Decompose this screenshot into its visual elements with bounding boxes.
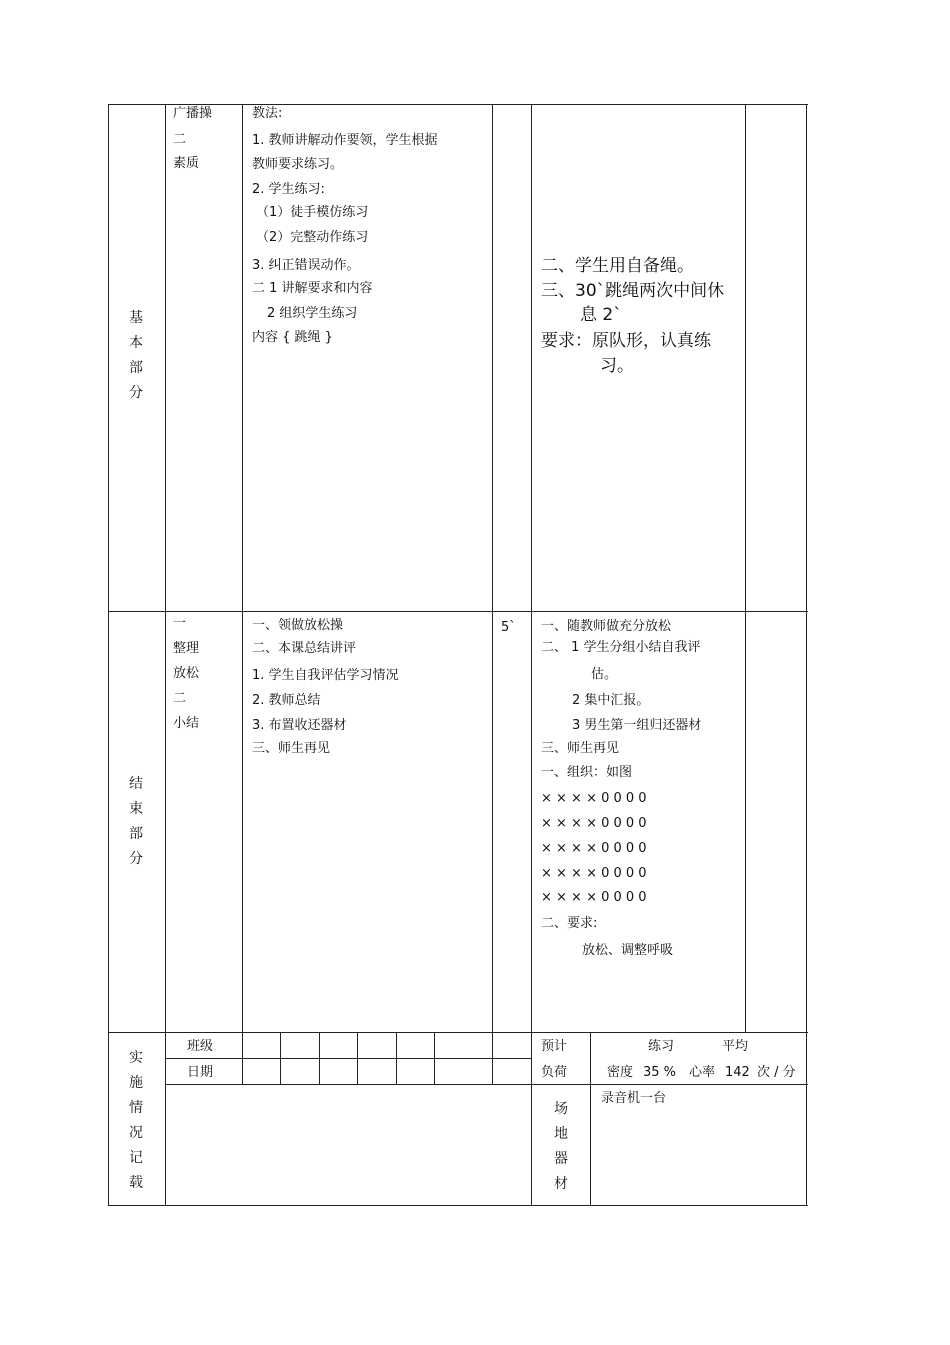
student-line: 2 集中汇报。 [572, 693, 650, 708]
student-line: 二、 1 学生分组小结自我评 [541, 640, 701, 655]
heart-rate-label: 心率 [689, 1065, 716, 1080]
method-line: 内容 { 跳绳 } [252, 330, 333, 345]
method-line: 1. 教师讲解动作要领，学生根据 [252, 133, 438, 148]
content-line: 放松 [173, 666, 200, 681]
formation-row: × × × × 0 0 0 0 [541, 866, 647, 881]
average-label: 平均 [722, 1039, 749, 1054]
equipment-label-char: 场 [554, 1101, 568, 1117]
method-line: 2. 学生练习: [252, 182, 325, 197]
section-label-char: 基 [129, 310, 143, 326]
section-label-record [126, 1046, 146, 1196]
section-label-char: 载 [129, 1175, 143, 1191]
section-label-char: 结 [129, 776, 143, 792]
section-label-char: 实 [129, 1050, 143, 1066]
section-label-char: 分 [129, 851, 143, 867]
content-line: 一 [173, 616, 187, 631]
student-line: 二、学生用自备绳。 [541, 256, 694, 276]
section-label-char: 束 [129, 801, 143, 817]
student-line: 三、师生再见 [541, 741, 620, 756]
student-line: 习。 [600, 356, 634, 376]
equipment-label-char: 材 [554, 1176, 568, 1192]
student-line: 放松、调整呼吸 [582, 943, 674, 958]
load-label: 负荷 [541, 1065, 568, 1080]
method-line: 3. 纠正错误动作。 [252, 258, 360, 273]
content-line: 二 [173, 691, 187, 706]
section-label-char: 部 [129, 360, 143, 376]
equipment-value: 录音机一台 [601, 1091, 667, 1106]
student-line: 一、随教师做充分放松 [541, 619, 672, 634]
student-line: 二、要求: [541, 916, 598, 931]
density-label: 密度 [607, 1065, 634, 1080]
class-label: 班级 [187, 1039, 214, 1054]
method-line: 教师要求练习。 [252, 157, 344, 172]
date-label: 日期 [187, 1065, 214, 1080]
method-line: 三、师生再见 [252, 741, 331, 756]
formation-row: × × × × 0 0 0 0 [541, 890, 647, 905]
section-label-char: 情 [129, 1100, 143, 1116]
equipment-label-char: 地 [554, 1126, 568, 1142]
section-label-char: 本 [129, 335, 143, 351]
content-line: 整理 [173, 641, 200, 656]
formation-row: × × × × 0 0 0 0 [541, 816, 647, 831]
content-line: 素质 [173, 156, 200, 171]
equipment-label-char: 器 [554, 1151, 568, 1167]
heart-rate-value: 142 [725, 1065, 750, 1080]
section-label-char: 记 [129, 1150, 143, 1166]
method-line: 教法: [252, 106, 283, 121]
section-label-char: 况 [129, 1125, 143, 1141]
section-label-basic [126, 306, 146, 406]
student-line: 三、30`跳绳两次中间休 [541, 281, 725, 301]
student-line: 估。 [591, 667, 618, 682]
method-line: 一、领做放松操 [252, 618, 344, 633]
method-line: （2）完整动作练习 [256, 230, 369, 245]
method-line: 二、本课总结讲评 [252, 641, 357, 656]
method-line: （1）徒手模仿练习 [256, 205, 369, 220]
method-line: 2 组织学生练习 [267, 306, 358, 321]
student-line: 3 男生第一组归还器材 [572, 718, 702, 733]
method-line: 二 1 讲解要求和内容 [252, 281, 373, 296]
section-label-char: 部 [129, 826, 143, 842]
density-value: 35 % [643, 1065, 677, 1080]
equipment-label [551, 1097, 571, 1197]
section-label-char: 分 [129, 385, 143, 401]
student-line: 一、组织：如图 [541, 765, 633, 780]
formation-row: × × × × 0 0 0 0 [541, 841, 647, 856]
section-label-char: 施 [129, 1075, 143, 1091]
section-label-ending [126, 772, 146, 872]
content-line: 二 [173, 132, 187, 147]
content-line: 小结 [173, 716, 200, 731]
time-value: 5` [501, 620, 516, 635]
student-line: 息 2` [580, 305, 622, 325]
content-line: 广播操 [173, 106, 213, 121]
formation-row: × × × × 0 0 0 0 [541, 791, 647, 806]
method-line: 1. 学生自我评估学习情况 [252, 668, 399, 683]
heart-rate-unit: 次 / 分 [757, 1065, 796, 1080]
practice-label: 练习 [648, 1039, 675, 1054]
method-line: 2. 教师总结 [252, 693, 321, 708]
student-line: 要求：原队形，认真练 [541, 331, 711, 351]
method-line: 3. 布置收还器材 [252, 718, 347, 733]
load-label: 预计 [541, 1039, 568, 1054]
